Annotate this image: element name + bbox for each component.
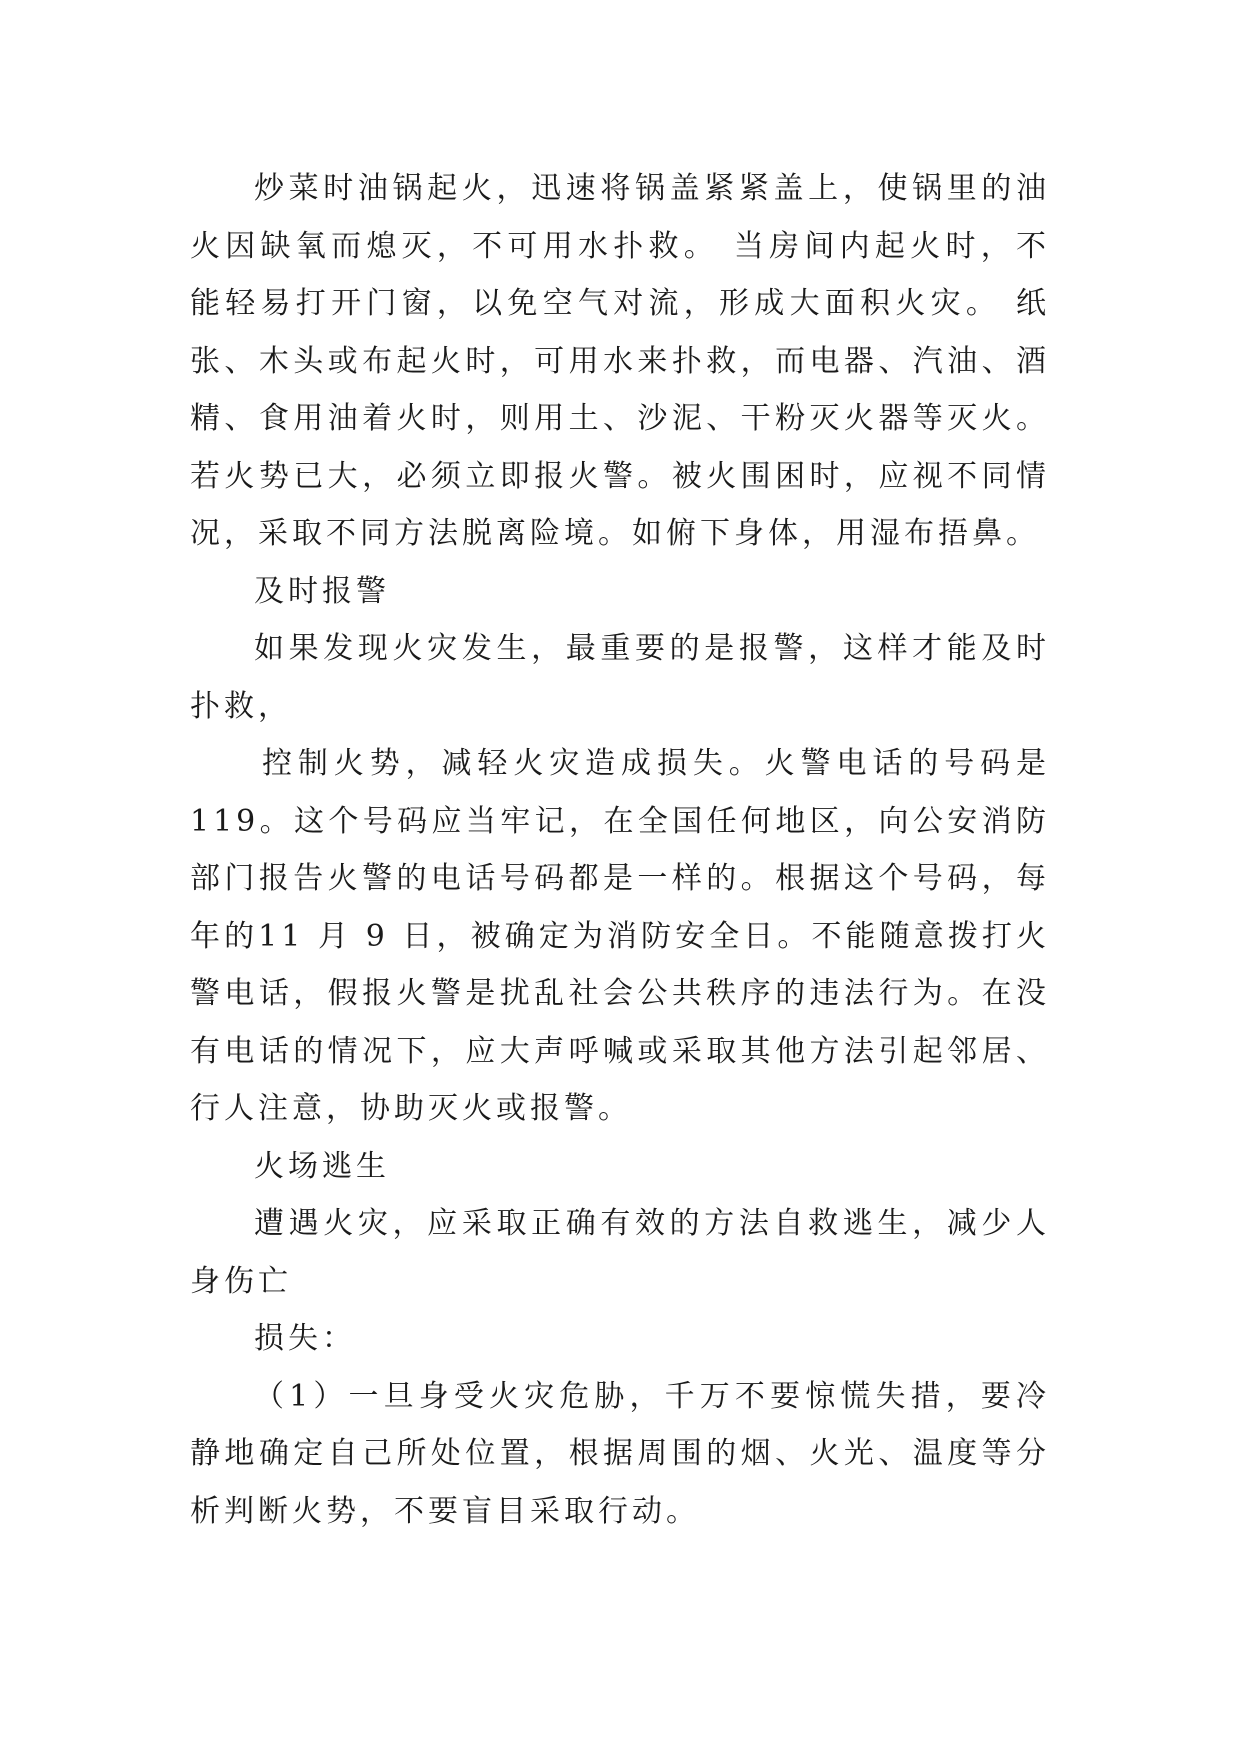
heading-report-alarm: 及时报警	[254, 573, 390, 609]
paragraph-report-intro: 如果发现火灾发生，最重要的是报警，这样才能及时扑救，	[190, 631, 1050, 724]
document-body	[190, 160, 1050, 1540]
paragraph-escape-intro: 遭遇火灾，应采取正确有效的方法自救逃生，减少人身伤亡	[190, 1206, 1050, 1299]
paragraph-step-1: （1）一旦身受火灾危胁，千万不要惊慌失措，要冷静地确定自己所处位置，根据周围的烟、火光、温度等分析判断火势，不要盲目采取行动。	[190, 1378, 1050, 1529]
paragraph-kitchen-fire: 炒菜时油锅起火，迅速将锅盖紧紧盖上，使锅里的油火因缺氧而熄灭，不可用水扑救。 当房间内起火时，不能轻易打开门窗，以免空气对流，形成大面积火灾。 纸张、木头或布起火时，可用水来扑救，而电器、汽油、酒精、食用油着火时，则用土、沙泥、干粉灭火器等灭火。 若火势已大，必须立即报火警。被火围困时，应视不同情况，采取不同方法脱离险境。如俯下身体，用湿布捂鼻。	[190, 171, 1050, 551]
heading-fire-escape: 火场逃生	[254, 1148, 390, 1184]
paragraph-fire-phone: 控制火势，减轻火灾造成损失。火警电话的号码是119。这个号码应当牢记，在全国任何地区，向公安消防部门报告火警的电话号码都是一样的。根据这个号码，每年的11 月 9 日，被确定为消防安全日。不能随意拨打火警电话，假报火警是扰乱社会公共秩序的违法行为。在没有电话的情况下，应大声呼喊或采取其他方法引起邻居、行人注意，协助灭火或报警。	[190, 746, 1050, 1126]
paragraph-loss: 损失：	[254, 1321, 356, 1356]
